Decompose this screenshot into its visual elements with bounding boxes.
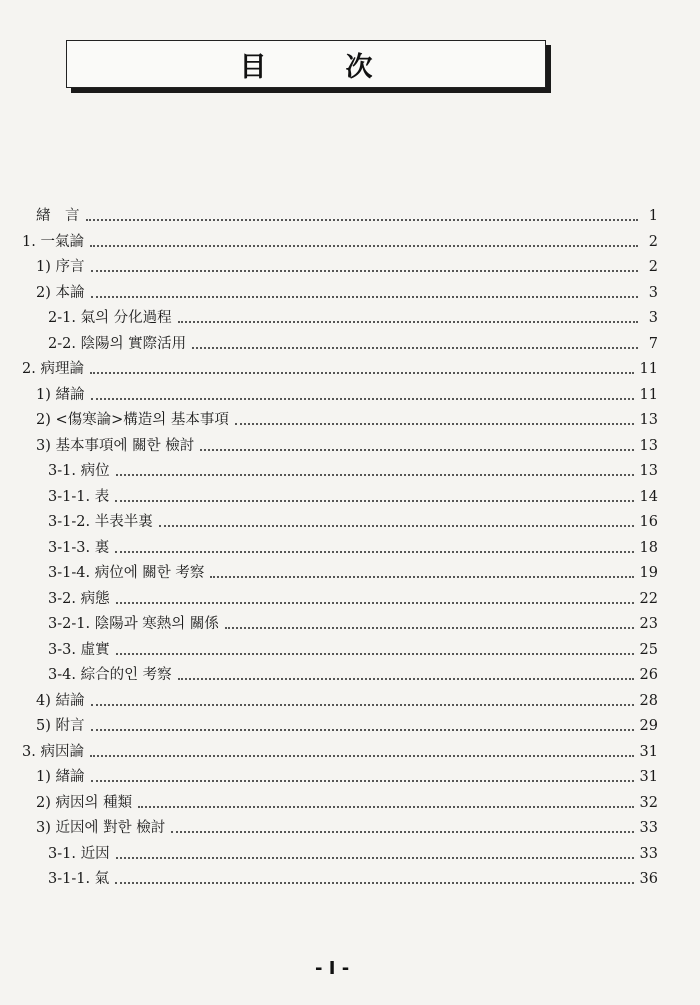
toc-entry-page: 25	[639, 641, 658, 658]
toc-leader-dots	[116, 474, 634, 476]
toc-leader-dots	[116, 602, 634, 604]
toc-entry-page: 32	[639, 794, 658, 811]
toc-entry	[48, 608, 658, 634]
toc-entry-label: 3-1-4. 病位에 關한 考察	[48, 565, 205, 581]
toc-entry-page: 18	[639, 539, 658, 556]
toc-entry-label: 2) 本論	[36, 284, 85, 301]
toc-entry	[22, 353, 658, 379]
toc-leader-dots	[115, 551, 633, 553]
toc-entry-label: 3-2. 病態	[48, 590, 110, 607]
toc-leader-dots	[91, 729, 634, 731]
toc-entry	[48, 455, 658, 481]
toc-entry	[36, 277, 658, 303]
toc-entry	[36, 430, 658, 456]
toc-leader-dots	[91, 704, 634, 706]
toc-leader-dots	[86, 219, 639, 221]
toc-leader-dots	[200, 449, 633, 451]
toc-leader-dots	[178, 678, 634, 680]
toc-entry-page: 13	[639, 437, 658, 454]
toc-entry-label: 緖 言	[36, 208, 80, 224]
toc-entry	[36, 685, 658, 711]
toc-entry-page: 26	[639, 667, 658, 683]
toc-entry	[48, 634, 658, 660]
page-number: - I -	[315, 958, 350, 979]
toc-leader-dots	[178, 321, 638, 323]
toc-entry-page: 31	[639, 743, 658, 760]
toc-entry-label: 2) <傷寒論>構造의 基本事項	[36, 412, 229, 428]
toc-leader-dots	[90, 755, 634, 757]
toc-leader-dots	[116, 857, 634, 859]
toc-entry	[22, 736, 658, 762]
toc-entry-label: 2. 病理論	[22, 361, 84, 377]
toc-entry	[48, 863, 658, 889]
toc-entry-label: 3) 近因에 對한 檢討	[36, 820, 166, 836]
toc-entry-page: 19	[639, 565, 658, 581]
toc-leader-dots	[116, 653, 634, 655]
toc-entry-page: 3	[648, 284, 658, 301]
toc-entry-label: 1) 序言	[36, 259, 85, 275]
toc-entry-label: 3-1. 近因	[48, 845, 110, 862]
toc-entry-page: 13	[639, 412, 658, 428]
page-title: 目 次	[239, 51, 399, 83]
toc-entry-page: 7	[648, 335, 658, 352]
toc-entry-label: 3. 病因論	[22, 743, 84, 760]
toc-entry-page: 3	[648, 310, 658, 326]
toc-leader-dots	[138, 806, 633, 808]
toc-entry	[22, 226, 658, 252]
toc-leader-dots	[225, 627, 634, 629]
toc-entry-label: 2-1. 氣의 分化過程	[48, 310, 172, 326]
toc-entry-label: 3-2-1. 陰陽과 寒熱의 關係	[48, 616, 219, 632]
toc-entry-label: 3-3. 虛實	[48, 641, 110, 658]
toc-entry	[36, 200, 658, 226]
toc-entry-page: 23	[639, 616, 658, 632]
toc-entry	[48, 557, 658, 583]
toc-entry-page: 22	[639, 590, 658, 607]
toc-entry-label: 3-4. 綜合的인 考察	[48, 667, 172, 683]
toc-leader-dots	[91, 398, 634, 400]
toc-entry-page: 2	[648, 233, 658, 250]
toc-entry-page: 36	[639, 871, 658, 887]
toc-leader-dots	[192, 347, 638, 349]
toc-entry	[36, 379, 658, 405]
toc-entry-page: 33	[639, 845, 658, 862]
toc-entry-page: 28	[639, 692, 658, 709]
toc-entry	[36, 787, 658, 813]
toc-entry-page: 13	[639, 463, 658, 479]
toc-entry-label: 2) 病因의 種類	[36, 794, 133, 811]
toc-entry-page: 11	[639, 386, 658, 403]
toc-entry-label: 3-1-2. 半表半裏	[48, 514, 153, 530]
toc-entry	[48, 506, 658, 532]
toc-leader-dots	[91, 296, 639, 298]
toc-entry-label: 1) 緖論	[36, 769, 85, 785]
toc-entry-page: 14	[639, 488, 658, 505]
toc-entry-label: 4) 結論	[36, 692, 85, 709]
toc-entry	[36, 251, 658, 277]
toc-entry-label: 3-1-1. 表	[48, 488, 110, 505]
toc-entry	[36, 710, 658, 736]
toc-leader-dots	[210, 576, 633, 578]
toc-entry-page: 1	[648, 208, 658, 224]
toc-entry	[48, 532, 658, 558]
toc-entry-label: 3-1-3. 裏	[48, 539, 110, 556]
toc-leader-dots	[159, 525, 634, 527]
title-box	[66, 40, 546, 88]
toc-entry-page: 2	[648, 259, 658, 275]
toc-entry	[36, 812, 658, 838]
toc-leader-dots	[171, 831, 633, 833]
toc-leader-dots	[115, 500, 633, 502]
toc-entry-label: 1) 緖論	[36, 386, 85, 403]
toc-entry	[48, 838, 658, 864]
toc-leader-dots	[90, 372, 634, 374]
toc-entry	[36, 404, 658, 430]
toc-entry-label: 5) 附言	[36, 718, 85, 734]
toc-entry	[48, 328, 658, 354]
toc-entry	[48, 583, 658, 609]
toc-leader-dots	[90, 245, 638, 247]
toc-entry-label: 2-2. 陰陽의 實際活用	[48, 335, 187, 352]
toc-entry	[36, 761, 658, 787]
toc-leader-dots	[115, 882, 633, 884]
toc-entry-page: 29	[639, 718, 658, 734]
toc-entry-page: 31	[639, 769, 658, 785]
toc-leader-dots	[235, 423, 634, 425]
toc-leader-dots	[91, 270, 639, 272]
toc-entry-label: 3-1-1. 氣	[48, 871, 110, 887]
toc-entry-page: 33	[639, 820, 658, 836]
toc-entry-label: 3-1. 病位	[48, 463, 110, 479]
toc-entry	[48, 659, 658, 685]
toc-entry-label: 1. 一氣論	[22, 233, 84, 250]
toc-leader-dots	[91, 780, 634, 782]
toc-entry	[48, 481, 658, 507]
toc-entry	[48, 302, 658, 328]
toc-entry-label: 3) 基本事項에 關한 檢討	[36, 437, 195, 454]
toc-entry-page: 11	[639, 361, 658, 377]
toc-entry-page: 16	[639, 514, 658, 530]
